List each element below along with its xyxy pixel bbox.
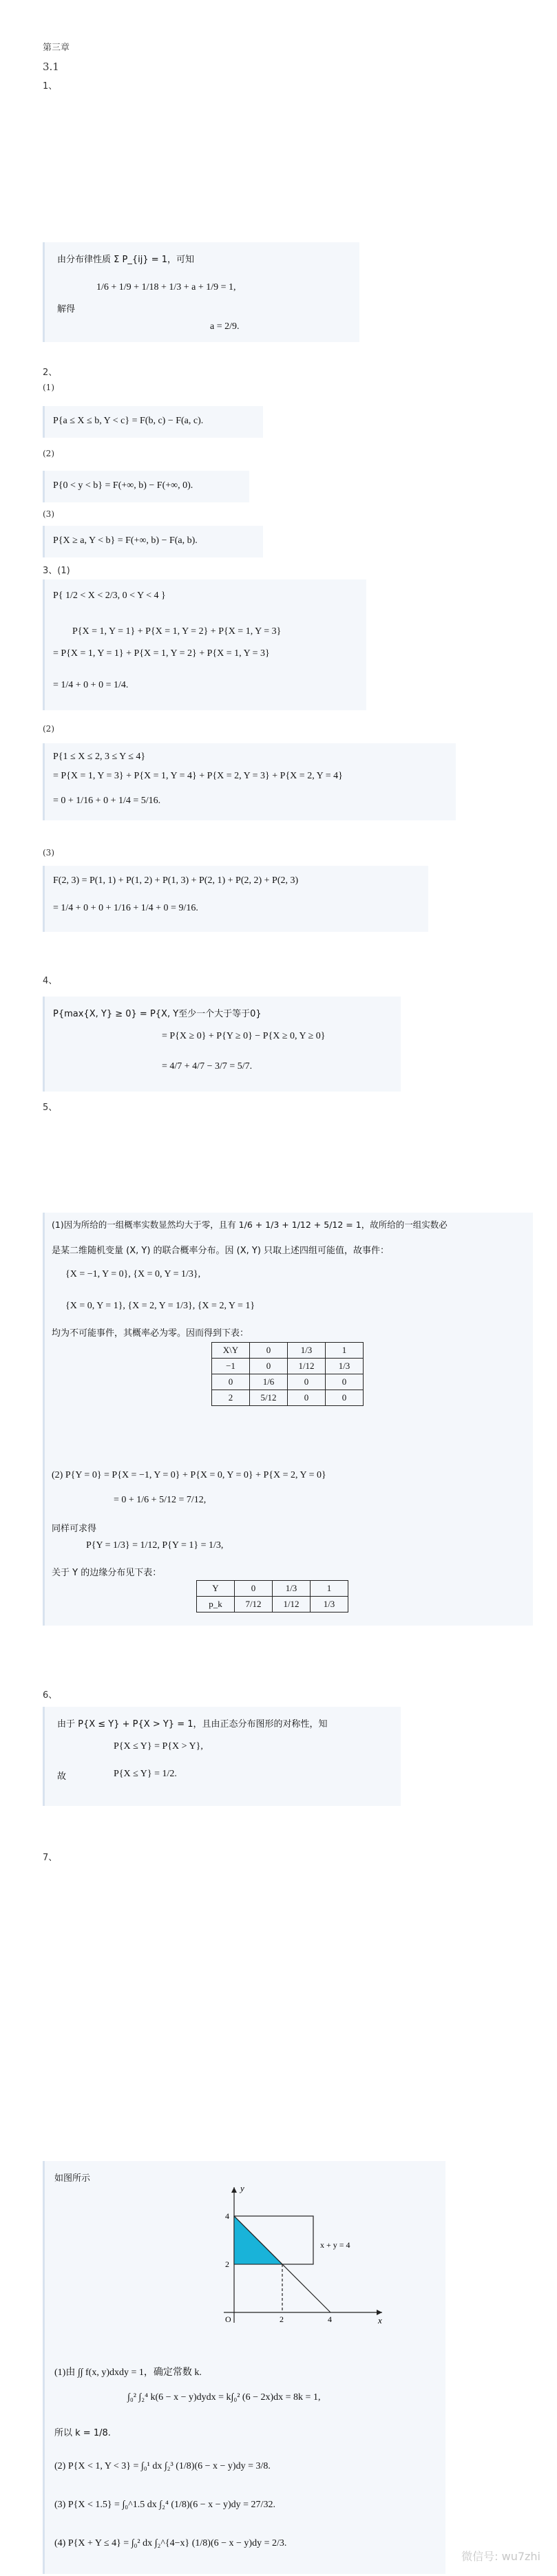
tick-label-y-4: 4 xyxy=(225,2211,229,2221)
q7-step-1: (1)由 ∫∫ f(x, y)dxdy = 1，确定常数 k. xyxy=(54,2367,202,2378)
q6-line-3: 故 xyxy=(57,1771,67,1782)
q6-line-2: P{X ≤ Y} = P{X > Y}, xyxy=(114,1741,203,1752)
q6-line-4: P{X ≤ Y} = 1/2. xyxy=(114,1769,177,1779)
table-cell: 0 xyxy=(288,1390,326,1406)
q5-line-6: (2) P{Y = 0} = P{X = −1, Y = 0} + P{X = 0, Y = 0} + P{X = 2, Y = 0} xyxy=(52,1470,326,1480)
q3-part-3-box xyxy=(43,866,428,932)
q3-b-line-2: = P{X = 1, Y = 3} + P{X = 1, Y = 4} + P{X = 2, Y = 3} + P{X = 2, Y = 4} xyxy=(53,771,343,781)
table-cell: X\Y xyxy=(212,1343,250,1359)
joint-distribution-table xyxy=(211,1342,364,1406)
q2-part-3-label: (3) xyxy=(43,509,54,519)
q5-line-2: 是某二维随机变量 (X, Y) 的联合概率分布。因 (X, Y) 只取上述四组可能值，故事件： xyxy=(52,1246,390,1256)
table-cell: 1/6 xyxy=(250,1374,288,1390)
q6-solution-box xyxy=(43,1707,401,1806)
tick-label-x-4: 4 xyxy=(328,2314,332,2324)
q3-part-1-box xyxy=(43,579,366,710)
q6-line-1: 由于 P{X ≤ Y} + P{X > Y} = 1，且由正态分布图形的对称性，知 xyxy=(57,1719,328,1729)
table-cell: p_k xyxy=(197,1597,235,1612)
q7-step-6: (4) P{X + Y ≤ 4} = ∫₀² dx ∫₂^{4−x} (1/8)(6 − x − y)dy = 2/3. xyxy=(54,2538,287,2548)
table-cell: 1/12 xyxy=(288,1359,326,1374)
table-cell: 1/12 xyxy=(273,1597,311,1612)
q3-b-line-1: P{1 ≤ X ≤ 2, 3 ≤ Y ≤ 4} xyxy=(53,752,146,762)
q3-a-line-3: = P{X = 1, Y = 1} + P{X = 1, Y = 2} + P{X = 1, Y = 3} xyxy=(53,648,270,659)
q2-part-1-box xyxy=(43,406,263,438)
q5-line-9: P{Y = 1/3} = 1/12, P{Y = 1} = 1/3, xyxy=(86,1540,224,1551)
table-cell: 1/3 xyxy=(288,1343,326,1359)
table-cell: 0 xyxy=(212,1374,250,1390)
table-cell: 0 xyxy=(250,1343,288,1359)
tick-label-y-2: 2 xyxy=(225,2259,229,2269)
question-5-number: 5、 xyxy=(43,1103,58,1113)
q3-part-3-label: (3) xyxy=(43,848,54,858)
question-6-number: 6、 xyxy=(43,1690,58,1701)
q1-line-3: 解得 xyxy=(57,304,76,315)
x-axis-label: x xyxy=(378,2315,382,2325)
q5-solution-box xyxy=(43,1213,533,1626)
table-cell: 7/12 xyxy=(235,1597,273,1612)
q3-part-2-label: (2) xyxy=(43,724,54,734)
question-1-number: 1、 xyxy=(43,81,58,92)
q7-step-5: (3) P{X < 1.5} = ∫₀^1.5 dx ∫₂⁴ (1/8)(6 − x − y)dy = 27/32. xyxy=(54,2500,275,2510)
x-axis-arrow xyxy=(377,2310,382,2315)
table-cell: −1 xyxy=(212,1359,250,1374)
q5-line-1: (1)因为所给的一组概率实数显然均大于零，且有 1/6 + 1/3 + 1/12 + 5/12 = 1，故所给的一组实数必 xyxy=(52,1220,448,1230)
q3-b-line-3: = 0 + 1/16 + 0 + 1/4 = 5/16. xyxy=(53,796,161,806)
q1-solution-box xyxy=(43,242,359,342)
table-cell: 1 xyxy=(311,1581,348,1597)
q1-line-2: 1/6 + 1/9 + 1/18 + 1/3 + a + 1/9 = 1, xyxy=(96,282,236,292)
table-cell: 1/3 xyxy=(273,1581,311,1597)
watermark: 微信号: wu7zhi xyxy=(461,2550,540,2563)
question-3-number: 3、(1) xyxy=(43,566,70,576)
question-7-number: 7、 xyxy=(43,1853,58,1863)
table-cell: 0 xyxy=(326,1374,364,1390)
q5-line-8: 同样可求得 xyxy=(52,1524,97,1534)
q5-line-3: {X = −1, Y = 0}, {X = 0, Y = 1/3}, xyxy=(65,1269,201,1279)
table-cell: 0 xyxy=(326,1390,364,1406)
y-axis-arrow xyxy=(231,2187,237,2193)
table-cell: 5/12 xyxy=(250,1390,288,1406)
q3-c-line-1: F(2, 3) = P(1, 1) + P(1, 2) + P(1, 3) + P(2, 1) + P(2, 2) + P(2, 3) xyxy=(53,875,299,886)
q2-formula-1: P{a ≤ X ≤ b, Y < c} = F(b, c) − F(a, c). xyxy=(53,416,204,426)
table-cell: 1 xyxy=(326,1343,364,1359)
marginal-distribution-table xyxy=(196,1580,348,1612)
line-label: x + y = 4 xyxy=(320,2240,350,2250)
table-row xyxy=(212,1374,364,1390)
q4-solution-box xyxy=(43,997,401,1092)
q3-c-line-2: = 1/4 + 0 + 0 + 1/16 + 1/4 + 0 = 9/16. xyxy=(53,903,198,913)
q2-formula-2: P{0 < y < b} = F(+∞, b) − F(+∞, 0). xyxy=(53,480,193,491)
origin-label: O xyxy=(225,2314,231,2324)
table-header-row xyxy=(197,1581,348,1597)
table-row xyxy=(197,1597,348,1612)
table-cell: 0 xyxy=(250,1359,288,1374)
q3-a-line-1: P{ 1/2 < X < 2/3, 0 < Y < 4 } xyxy=(53,590,166,601)
table-cell: 2 xyxy=(212,1390,250,1406)
y-axis-label: y xyxy=(240,2183,244,2193)
q7-step-2: ∫₀² ∫₂⁴ k(6 − x − y)dydx = k∫₀² (6 − 2x)dx = 8k = 1, xyxy=(127,2392,321,2403)
table-cell: 0 xyxy=(235,1581,273,1597)
q1-line-1: 由分布律性质 Σ P_{ij} = 1，可知 xyxy=(57,255,195,265)
tick-label-x-2: 2 xyxy=(280,2314,284,2324)
table-header-row xyxy=(212,1343,364,1359)
section-number: 3.1 xyxy=(43,61,59,73)
q5-line-7: = 0 + 1/6 + 5/12 = 7/12, xyxy=(114,1495,207,1505)
q1-line-4: a = 2/9. xyxy=(210,321,240,332)
table-cell: 1/3 xyxy=(326,1359,364,1374)
region-diagram xyxy=(210,2182,389,2330)
q2-part-1-label: (1) xyxy=(43,383,54,392)
q4-line-3: = 4/7 + 4/7 − 3/7 = 5/7. xyxy=(162,1061,253,1072)
q3-a-line-2: P{X = 1, Y = 1} + P{X = 1, Y = 2} + P{X = 1, Y = 3} xyxy=(72,626,282,637)
q2-part-2-label: (2) xyxy=(43,449,54,458)
table-cell: 1/3 xyxy=(311,1597,348,1612)
table-cell: Y xyxy=(197,1581,235,1597)
chapter-title: 第三章 xyxy=(43,43,70,53)
q2-formula-3: P{X ≥ a, Y < b} = F(+∞, b) − F(a, b). xyxy=(53,535,198,546)
figure-caption: 如图所示 xyxy=(54,2173,91,2184)
q3-a-line-4: = 1/4 + 0 + 0 = 1/4. xyxy=(53,680,129,690)
q2-part-2-box xyxy=(43,471,249,502)
table-cell: 0 xyxy=(288,1374,326,1390)
question-4-number: 4、 xyxy=(43,976,58,986)
q7-solution-box xyxy=(43,2161,445,2574)
q7-step-3: 所以 k = 1/8. xyxy=(54,2428,111,2438)
question-2-number: 2、 xyxy=(43,368,58,378)
table-row xyxy=(212,1359,364,1374)
q2-part-3-box xyxy=(43,526,263,557)
q4-line-1: P{max{X, Y} ≥ 0} = P{X, Y至少一个大于等于0} xyxy=(53,1009,262,1019)
q5-line-10: 关于 Y 的边缘分布见下表： xyxy=(52,1568,162,1578)
q5-line-4: {X = 0, Y = 1}, {X = 2, Y = 1/3}, {X = 2, Y = 1} xyxy=(65,1301,255,1311)
q7-step-4: (2) P{X < 1, Y < 3} = ∫₀¹ dx ∫₂³ (1/8)(6 − x − y)dy = 3/8. xyxy=(54,2461,271,2471)
table-row xyxy=(212,1390,364,1406)
q3-part-2-box xyxy=(43,743,456,820)
q5-line-5: 均为不可能事件，其概率必为零。因而得到下表： xyxy=(52,1328,249,1339)
q4-line-2: = P{X ≥ 0} + P{Y ≥ 0} − P{X ≥ 0, Y ≥ 0} xyxy=(162,1031,326,1041)
